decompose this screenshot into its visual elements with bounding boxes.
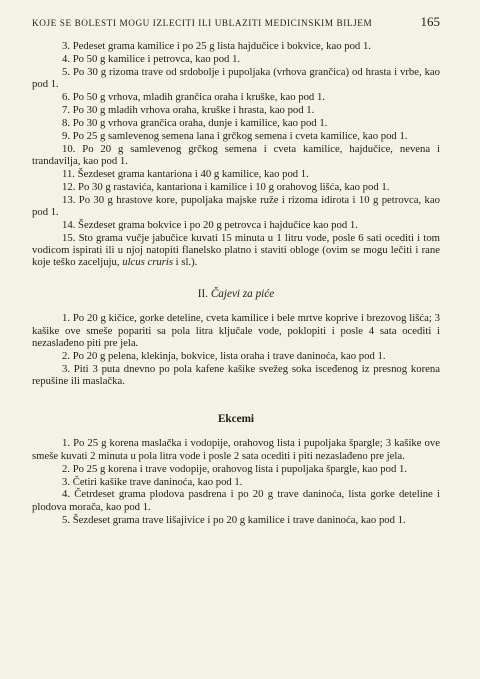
remedy-item: 11. Šezdeset grama kantariona i 40 g kamilice, kao pod 1. [62, 167, 309, 180]
remedy-item: 4. Po 50 g kamilice i petrovca, kao pod 1. [62, 52, 241, 65]
remedy-item: 8. Po 30 g vrhova grančica oraha, dunje i kamilice, kao pod 1. [62, 116, 328, 129]
section-heading-teas [32, 288, 440, 300]
remedy-item: 14. Šezdeset grama bokvice i po 20 g petrovca i hajdučice kao pod 1. [62, 218, 358, 231]
remedy-item-15-text: 15. Sto grama vučje jabučice kuvati 15 minuta u 1 litru vode, posle 6 sati oceditі i tom vodicom ispirati ili u njoj natopiti flanelsko platno i staviti obloge (ovim se mogu lečiti i rane koje teško zaceljuju, [32, 231, 440, 269]
eczema-list [32, 437, 440, 525]
section-heading-number: II. [197, 288, 209, 301]
running-head [32, 14, 440, 30]
remedy-item: 12. Po 30 g rastavića, kantariona i kamilice i 10 g orahovog lišća, kao pod 1. [62, 180, 390, 193]
tea-item: 1. Po 20 g kičice, gorke deteline, cveta kamilice i bele mrtve koprive i brezovog lišća; 3 kašike ove smeše popariti sa pola litra ključale vode, poklopiti i posle 4 sata ocediti i nezaslađeno piti pre jela. [32, 312, 440, 350]
page-number: 165 [420, 14, 440, 29]
section-heading-text: Čajevi za piće [210, 288, 275, 301]
tea-item: 2. Po 20 g pelena, klekinja, bokvice, lista oraha i trave daninoća, kao pod 1. [62, 349, 386, 362]
remedy-item: 5. Po 30 g rizoma trave od srdobolje i pupoljaka (vrhova grančica) od hrasta i vrbe, kao pod 1. [32, 65, 440, 91]
eczema-item: 1. Po 25 g korena maslačka i vodopije, orahovog lista i pupoljaka špargle; 3 kašike ove smeše kuvati 2 minuta u pola litra vode i posle 2 sata ocediti i piti nezaslađeno pre jela. [32, 437, 440, 462]
running-head-title: KOJE SE BOLESTI MOGU IZLECITI ILI UBLAZITI MEDICINSKIM BILJEM [32, 18, 373, 28]
eczema-item: 2. Po 25 g korena i trave vodopije, orahovog lista i pupoljaka špargle, kao pod 1. [62, 462, 408, 475]
remedy-item: 10. Po 20 g samlevenog grčkog semena i cveta kamilice, hajdučice, nevena i trandavilja, kao pod 1. [32, 142, 440, 167]
remedy-item: 3. Pedeset grama kamilice i po 25 g lista hajdučice i bokvice, kao pod 1. [62, 40, 371, 52]
remedy-item-15 [32, 232, 440, 269]
remedy-list-top [32, 40, 440, 268]
latin-term: ulcus cruris [122, 256, 173, 269]
section-heading-eczema: Ekcemi [217, 413, 255, 426]
eczema-item: 4. Četrdeset grama plodova pasdrena i po 20 g trave daninoća, lista gorke deteline i plodova morača, kao pod 1. [32, 488, 440, 513]
tea-item: 3. Piti 3 puta dnevno po pola kafene kašike svežeg soka iscеđenog iz presnog korena repušine ili maslačka. [32, 362, 440, 388]
eczema-item: 3. Četiri kašike trave daninoća, kao pod 1. [62, 475, 243, 488]
remedy-item: 9. Po 25 g samlevenog semena lana i grčkog semena i cveta kamilice, kao pod 1. [62, 129, 408, 142]
remedy-item: 7. Po 30 g mladih vrhova oraha, kruške i hrasta, kao pod 1. [62, 103, 315, 116]
remedy-item: 13. Po 30 g hrastove kore, pupoljaka majske ruže i rizoma idirota i 10 g petrovca, kao pod 1. [32, 193, 440, 218]
eczema-item: 5. Šezdeset grama trave lišajivice i po 20 g kamilice i trave daninoća, kao pod 1. [62, 513, 406, 526]
remedy-item: 6. Po 50 g vrhova, mladih grančica oraha i kruške, kao pod 1. [62, 90, 325, 103]
tea-list [32, 312, 440, 387]
remedy-item-15-tail: i sl.). [175, 256, 198, 269]
